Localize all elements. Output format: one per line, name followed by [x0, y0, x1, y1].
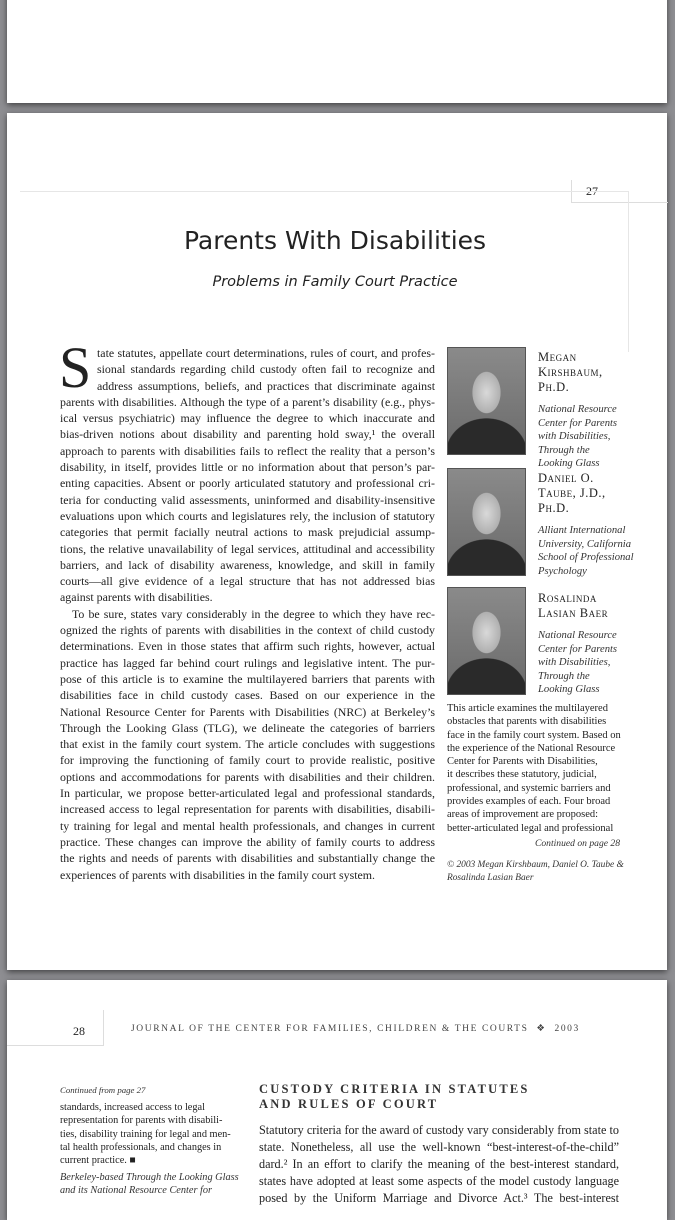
continued-from[interactable]: Continued from page 27	[60, 1085, 146, 1095]
paragraph-2	[60, 606, 435, 883]
abstract-line: Center for Parents with Disabilities,	[447, 756, 598, 768]
text-line: pose of this article is to examine the multilayered barriers that parents with	[60, 671, 435, 686]
header-rule	[20, 191, 629, 352]
abstract-line: areas of improvement are proposed:	[447, 809, 599, 821]
text-line: courts—all give evidence of a legal structure that has not addressed bias	[60, 574, 435, 589]
sidebar-line: standards, increased access to legal	[60, 1102, 205, 1113]
sidebar-italic-line: and its National Resource Center for	[60, 1185, 213, 1197]
text-line: enting capacities. Absent or poorly articulated statutory and professional cri-	[60, 476, 435, 491]
author-baer	[538, 591, 648, 697]
text-line: ognized the rights of parents with disabilities in the context of child custody	[60, 623, 435, 638]
author-photo-baer	[447, 587, 526, 695]
sidebar-italic-line: Berkeley-based Through the Looking Glass	[60, 1172, 239, 1183]
author-name: Megan Kirshbaum, Ph.D.	[538, 350, 603, 394]
body-line: posed by the Uniform Marriage and Divorce Act.³ The best-interest	[259, 1191, 619, 1205]
author-affiliation: Alliant International University, California School of Professional Psychology	[538, 525, 634, 577]
text-line: sional standards regarding child custody often fail to recognize and	[97, 362, 435, 377]
author-taube	[538, 471, 656, 578]
article-title: Parents With Disabilities	[183, 226, 487, 255]
continued-note[interactable]: Continued on page 28	[534, 838, 620, 849]
text-line: practice. These changes can improve the ability of family courts to address	[60, 834, 435, 849]
abstract-line: This article examines the multilayered	[447, 703, 608, 714]
sidebar-italic	[60, 1171, 250, 1198]
article-subtitle: Problems in Family Court Practice	[212, 274, 458, 290]
text-line: evaluations upon which courts and legislatures rely, the inclusion of statutory	[60, 508, 435, 523]
abstract-line: professional, and systemic barriers and	[447, 782, 611, 794]
sidebar-line: ties, disability training for legal and men-	[60, 1128, 231, 1140]
drop-cap: S	[59, 335, 92, 400]
sidebar-text	[60, 1101, 230, 1167]
text-line: practice has lagged far behind court rulings and legislative intent. The pur-	[60, 655, 435, 670]
author-name: Rosalinda Lasian Baer	[538, 591, 609, 620]
sidebar-line: tal health professionals, and changes in	[60, 1141, 222, 1153]
text-line: bias-driven notions about disability and parenting hold sway,¹ the overall	[60, 427, 435, 442]
page-28	[7, 980, 667, 1220]
page-number: 28	[73, 1024, 85, 1038]
page-27	[7, 113, 667, 970]
text-line: disabilities face in child custody cases. Based on our experience in the	[60, 688, 435, 703]
abstract	[447, 702, 620, 835]
text-line: categories that permit facially neutral actions to mask prejudicial assump-	[60, 525, 435, 540]
author-affiliation: National Resource Center for Parents with Disabilities, Through the Looking Glass	[538, 630, 618, 696]
page-number: 27	[586, 184, 598, 198]
section-body	[259, 1122, 619, 1207]
text-line: To be sure, states vary considerably in the degree to which they have rec-	[72, 606, 435, 621]
author-kirshbaum	[538, 350, 648, 471]
text-line: determinations. Even in those states that affirm such rights, however, actual	[60, 639, 435, 654]
text-line: for improving the functioning of family court to provide realistic, positive	[60, 753, 435, 768]
text-line: parents with disabilities. Although the type of a parent’s disability (e.g., phys-	[60, 394, 435, 409]
text-line: the rights and needs of parents with disabilities and substantially change the	[60, 851, 435, 866]
text-line: options and accommodations for parents with disabilities and their children.	[60, 769, 435, 784]
previous-page	[7, 0, 667, 103]
heading-line: AND RULES OF COURT	[259, 1097, 439, 1111]
text-line: ical versus psychiatric) may influence the degree to which inaccurate and	[60, 411, 435, 426]
section-heading	[259, 1082, 530, 1112]
paragraph-1	[60, 345, 435, 606]
text-line: barriers, and lack of disability awareness, knowledge, and skill in family	[60, 557, 435, 572]
abstract-line: better-articulated legal and professional	[447, 822, 614, 834]
text-line: that exist in the family court system. The article concludes with suggestions	[60, 737, 435, 752]
text-line: increased access to legal representation for parents with disabilities, disabili-	[60, 802, 435, 817]
article-body	[59, 335, 435, 883]
body-line: states have adopted at least some aspects of the model custody language	[259, 1174, 619, 1188]
heading-line: CUSTODY CRITERIA IN STATUTES	[259, 1082, 530, 1096]
text-line: tate statutes, appellate court determinations, rules of court, and profes-	[97, 346, 435, 360]
abstract-line: provides examples of each. Four broad	[447, 796, 611, 808]
abstract-line: obstacles that parents with disabilities	[447, 716, 607, 728]
text-line: teria for conducting valid assessments, uninformed and disability-insensitive	[60, 492, 435, 507]
copyright-line: © 2003 Megan Kirshbaum, Daniel O. Taube &	[447, 860, 624, 870]
abstract-line: it describes these statutory, judicial,	[447, 769, 597, 781]
author-photo-kirshbaum	[447, 347, 526, 455]
text-line: against parents with disabilities.	[60, 590, 213, 605]
text-line: disability, in itself, provides little or no information about that person’s par-	[60, 460, 435, 475]
body-line: state. Nonetheless, all use the well-known “best-interest-of-the-child”	[259, 1140, 619, 1154]
text-line: experiences of parents with disabilities in the family court system.	[60, 867, 376, 882]
page-number-box	[7, 1010, 104, 1046]
text-line: National Resource Center for Parents with Disabilities (NRC) at Berkeley’s	[60, 704, 435, 719]
text-line: approach to parents with disabilities fails to reflect the reality that a person’s	[60, 443, 435, 458]
sidebar-line: representation for parents with disabili-	[60, 1115, 223, 1127]
body-line: dard.² In an effort to clarify the meaning of the best-interest standard,	[259, 1157, 619, 1171]
abstract-line: face in the family court system. Based on	[447, 729, 621, 741]
running-header: JOURNAL OF THE CENTER FOR FAMILIES, CHILDREN & THE COURTS ❖ 2003	[131, 1024, 580, 1034]
text-line: Through the Looking Glass (TLG), we delineate the categories of barriers	[60, 720, 435, 735]
author-affiliation: National Resource Center for Parents with Disabilities, Through the Looking Glass	[538, 404, 618, 470]
author-name: Daniel O. Taube, J.D., Ph.D.	[538, 471, 606, 515]
text-line: In particular, we propose better-articulated legal and professional standards,	[60, 786, 435, 801]
body-line: Statutory criteria for the award of custody vary considerably from state to	[259, 1123, 619, 1137]
text-line: ty training for legal and mental health professionals, and changes in current	[60, 818, 435, 833]
copyright	[447, 859, 637, 884]
abstract-line: the experience of the National Resource	[447, 742, 616, 754]
copyright-line: Rosalinda Lasian Baer	[447, 872, 534, 883]
author-photo-taube	[447, 468, 526, 576]
text-line: address assumptions, beliefs, and practices that discriminate against	[97, 378, 435, 393]
sidebar-line: current practice. ■	[60, 1155, 136, 1167]
text-line: tions, the relative unavailability of legal services, attitudinal and accessibility	[60, 541, 435, 556]
